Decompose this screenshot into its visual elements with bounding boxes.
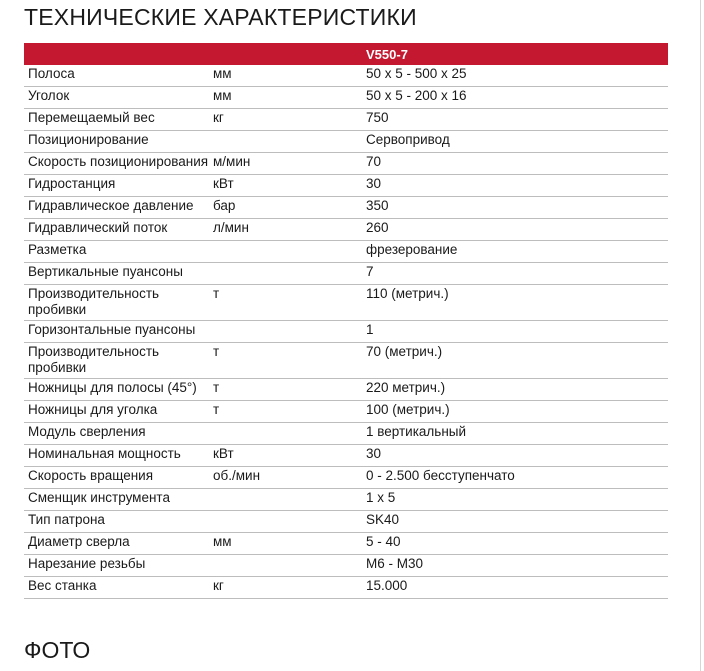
unit-cell: л/мин [213,219,341,241]
spec-table-body [24,65,668,599]
param-cell: Производительность пробивки [24,285,213,321]
value-cell: 1 вертикальный [341,423,668,445]
table-row [24,555,668,577]
value-cell: 350 [341,197,668,219]
param-cell: Гидравлический поток [24,219,213,241]
param-cell: Ножницы для полосы (45°) [24,379,213,401]
table-row [24,65,668,87]
table-row [24,343,668,379]
unit-cell: кВт [213,175,341,197]
param-cell: Ножницы для уголка [24,401,213,423]
param-cell: Модуль сверления [24,423,213,445]
spec-table [24,43,668,599]
page-title: ТЕХНИЧЕСКИЕ ХАРАКТЕРИСТИКИ [24,4,417,30]
unit-cell: кг [213,109,341,131]
unit-cell: мм [213,65,341,87]
param-cell: Позиционирование [24,131,213,153]
table-row [24,321,668,343]
unit-cell [213,423,341,445]
param-cell: Скорость позиционирования [24,153,213,175]
table-row [24,241,668,263]
value-cell: 220 метрич.) [341,379,668,401]
unit-cell: кг [213,577,341,599]
param-cell: Сменщик инструмента [24,489,213,511]
value-cell: 110 (метрич.) [341,285,668,321]
unit-cell: т [213,285,341,321]
value-cell: фрезерование [341,241,668,263]
param-cell: Гидростанция [24,175,213,197]
value-cell: 15.000 [341,577,668,599]
unit-cell [213,321,341,343]
unit-cell: т [213,343,341,379]
param-cell: Вертикальные пуансоны [24,263,213,285]
unit-cell: мм [213,87,341,109]
unit-cell: бар [213,197,341,219]
table-header-row [24,43,668,65]
unit-cell: м/мин [213,153,341,175]
param-cell: Тип патрона [24,511,213,533]
table-row [24,285,668,321]
value-cell: 100 (метрич.) [341,401,668,423]
param-cell: Производительность пробивки [24,343,213,379]
value-cell: Сервопривод [341,131,668,153]
param-cell: Нарезание резьбы [24,555,213,577]
table-row [24,511,668,533]
unit-cell: т [213,401,341,423]
value-cell: 50 x 5 - 200 x 16 [341,87,668,109]
unit-cell: об./мин [213,467,341,489]
table-row [24,87,668,109]
value-cell: 1 x 5 [341,489,668,511]
value-cell: 7 [341,263,668,285]
unit-cell [213,263,341,285]
table-row [24,445,668,467]
value-cell: 0 - 2.500 бесступенчато [341,467,668,489]
table-row [24,533,668,555]
param-cell: Полоса [24,65,213,87]
param-cell: Горизонтальные пуансоны [24,321,213,343]
table-row [24,379,668,401]
param-cell: Гидравлическое давление [24,197,213,219]
table-row [24,467,668,489]
unit-cell: т [213,379,341,401]
table-row [24,197,668,219]
param-cell: Уголок [24,87,213,109]
header-param-cell [24,43,213,65]
table-row [24,219,668,241]
unit-cell: мм [213,533,341,555]
table-row [24,401,668,423]
param-cell: Вес станка [24,577,213,599]
unit-cell [213,489,341,511]
unit-cell [213,241,341,263]
value-cell: 30 [341,175,668,197]
header-unit-cell [213,43,341,65]
table-row [24,577,668,599]
model-header: V550-7 [341,43,668,65]
table-row [24,263,668,285]
value-cell: SK40 [341,511,668,533]
value-cell: 70 (метрич.) [341,343,668,379]
value-cell: 1 [341,321,668,343]
param-cell: Диаметр сверла [24,533,213,555]
param-cell: Скорость вращения [24,467,213,489]
value-cell: 70 [341,153,668,175]
table-row [24,131,668,153]
value-cell: M6 - M30 [341,555,668,577]
value-cell: 750 [341,109,668,131]
table-row [24,175,668,197]
table-row [24,153,668,175]
table-row [24,489,668,511]
param-cell: Номинальная мощность [24,445,213,467]
value-cell: 5 - 40 [341,533,668,555]
param-cell: Перемещаемый вес [24,109,213,131]
unit-cell [213,511,341,533]
unit-cell [213,131,341,153]
param-cell: Разметка [24,241,213,263]
table-row [24,423,668,445]
value-cell: 50 x 5 - 500 x 25 [341,65,668,87]
table-row [24,109,668,131]
value-cell: 30 [341,445,668,467]
unit-cell: кВт [213,445,341,467]
value-cell: 260 [341,219,668,241]
unit-cell [213,555,341,577]
page-border [700,0,701,671]
photo-section-title: ФОТО [24,637,91,663]
